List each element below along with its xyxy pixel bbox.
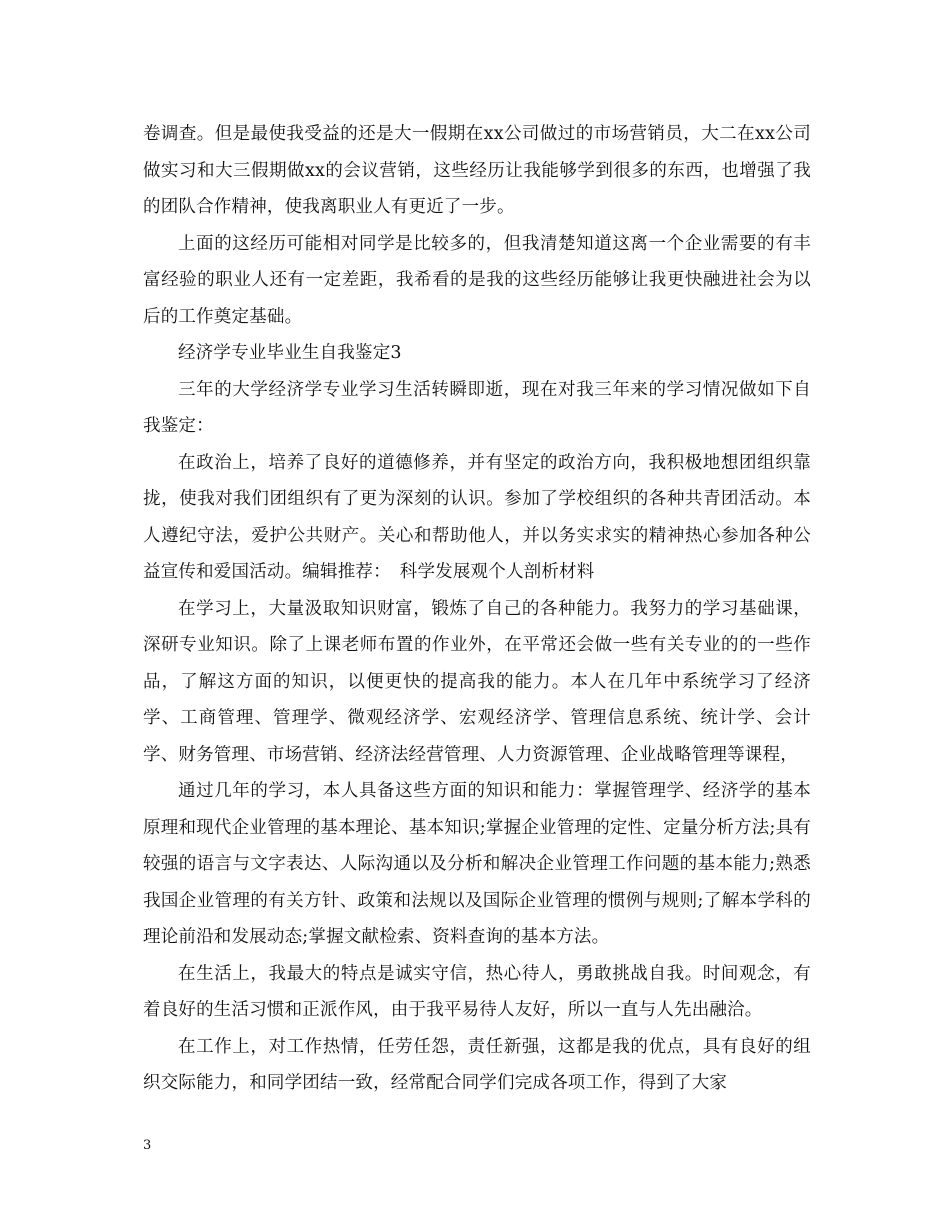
paragraph-1: 卷调查。但是最使我受益的还是大一假期在xx公司做过的市场营销员，大二在xx公司做实习和大三假期做xx的会议营销，这些经历让我能够学到很多的东西，也增强了我的团队合作精神，使我离职业人有更近了一步。 [143,124,811,217]
paragraph-5: 在学习上，大量汲取知识财富，锻炼了自己的各种能力。我努力的学习基础课，深研专业知识。除了上课老师布置的作业外，在平常还会做一些有关专业的的一些作品，了解这方面的知识，以便更快的提高我的能力。本人在几年中系统学习了经济学、工商管理、管理学、微观经济学、宏观经济学、管理信息系统、统计学、会计学、财务管理、市场营销、经济法经营管理、人力资源管理、企业战略管理等课程， [143,598,811,765]
paragraph-4: 在政治上，培养了良好的道德修养，并有坚定的政治方向，我积极地想团组织靠拢，使我对我们团组织有了更为深刻的认识。参加了学校组织的各种共青团活动。本人遵纪守法，爱护公共财产。关心和帮助他人，并以务实求实的精神热心参加各种公益宣传和爱国活动。编辑推荐： 科学发展观个人剖析材料 [143,452,811,582]
paragraph-6: 通过几年的学习，本人具备这些方面的知识和能力：掌握管理学、经济学的基本原理和现代企业管理的基本理论、基本知识;掌握企业管理的定性、定量分析方法;具有较强的语言与文字表达、人际沟通以及分析和解决企业管理工作问题的基本能力;熟悉我国企业管理的有关方针、政策和法规以及国际企业管理的惯例与规则;了解本学科的理论前沿和发展动态;掌握文献检索、资料查询的基本方法。 [143,781,811,947]
document-body [143,116,811,1102]
page-number: 3 [143,1138,152,1153]
section-heading: 经济学专业毕业生自我鉴定3 [178,343,402,363]
paragraph-7: 在生活上，我最大的特点是诚实守信，热心待人，勇敢挑战自我。时间观念，有着良好的生活习惯和正派作风，由于我平易待人友好，所以一直与人先出融洽。 [143,963,811,1020]
paragraph-2: 上面的这经历可能相对同学是比较多的，但我清楚知道这离一个企业需要的有丰富经验的职业人还有一定差距，我希看的是我的这些经历能够让我更快融进社会为以后的工作奠定基础。 [143,233,811,327]
paragraph-3: 三年的大学经济学专业学习生活转瞬即逝，现在对我三年来的学习情况做如下自我鉴定： [143,379,811,436]
paragraph-8: 在工作上，对工作热情，任劳任怨，责任新强，这都是我的优点，具有良好的组织交际能力，和同学团结一致，经常配合同学们完成各项工作，得到了大家 [143,1036,811,1093]
